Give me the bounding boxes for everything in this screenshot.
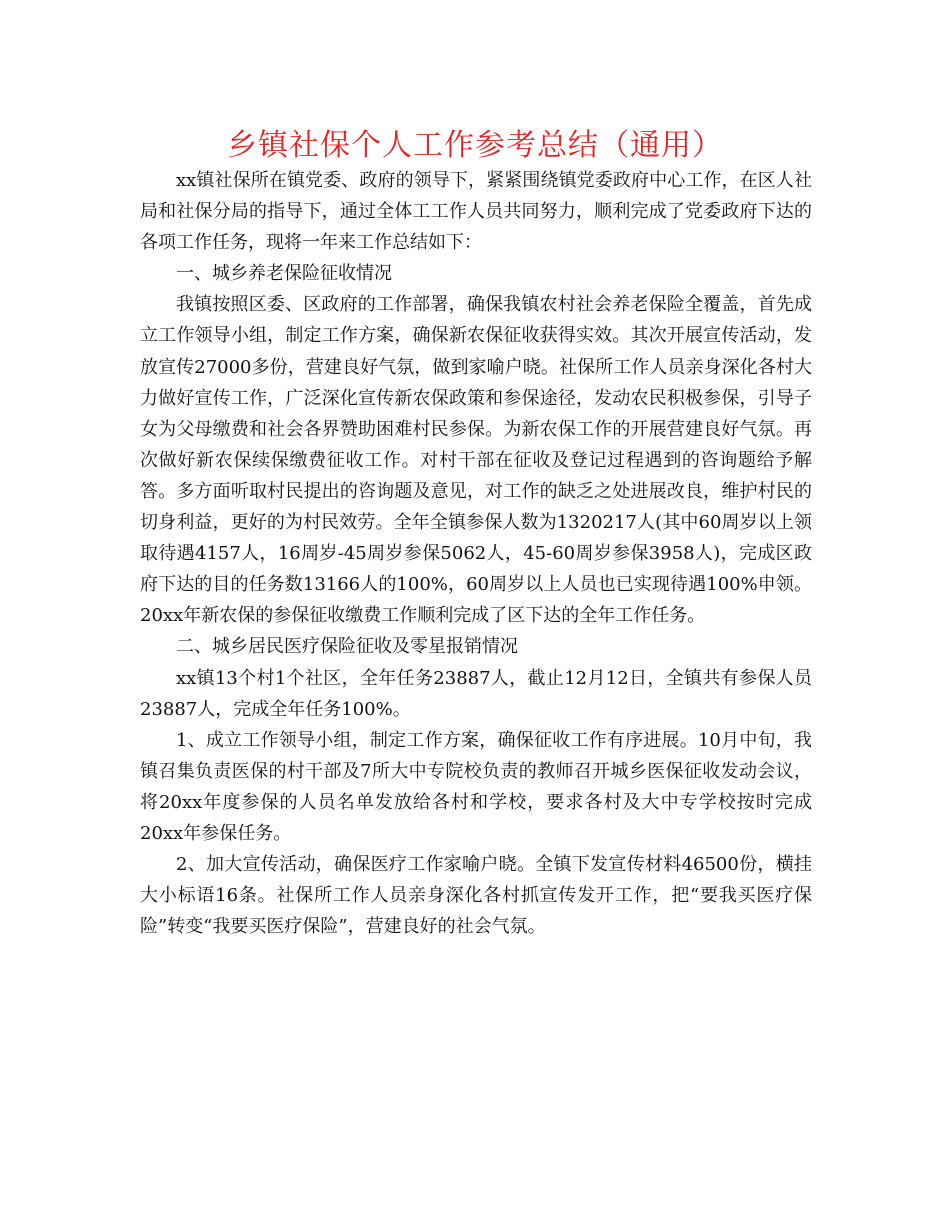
paragraph-medical-item-2: 2、加大宣传活动，确保医疗工作家喻户晓。全镇下发宣传材料46500份，横挂大小标语16条。社保所工作人员亲身深化各村抓宣传发开工作，把“要我买医疗保险”转变“我要买医疗保险”，营建良好的社会气氛。 bbox=[140, 854, 812, 938]
paragraph-intro: xx镇社保所在镇党委、政府的领导下，紧紧围绕镇党委政府中心工作，在区人社局和社保分局的指导下，通过全体工工作人员共同努力，顺利完成了党委政府下达的各项工作任务，现将一年来工作总结如下： bbox=[140, 170, 812, 254]
document-title: 乡镇社保个人工作参考总结（通用） bbox=[227, 128, 723, 163]
paragraph-medical-summary: xx镇13个村1个社区，全年任务23887人，截止12月12日，全镇共有参保人员23887人，完成全年任务100%。 bbox=[140, 667, 812, 720]
paragraph-medical-item-1: 1、成立工作领导小组，制定工作方案，确保征收工作有序进展。10月中旬，我镇召集负责医保的村干部及7所大中专院校负责的教师召开城乡医保征收发动会议，将20xx年度参保的人员名单发放给各村和学校，要求各村及大中专学校按时完成20xx年参保任务。 bbox=[140, 729, 812, 844]
document-body bbox=[140, 165, 812, 942]
section-heading-pension: 一、城乡养老保险征收情况 bbox=[176, 263, 392, 285]
section-heading-medical: 二、城乡居民医疗保险征收及零星报销情况 bbox=[176, 636, 518, 658]
paragraph-pension: 我镇按照区委、区政府的工作部署，确保我镇农村社会养老保险全覆盖，首先成立工作领导小组，制定工作方案，确保新农保征收获得实效。其次开展宣传活动，发放宣传27000多份，营建良好气氛，做到家喻户晓。社保所工作人员亲身深化各村大力做好宣传工作，广泛深化宣传新农保政策和参保途径，发动农民积极参保，引导子女为父母缴费和社会各界赞助困难村民参保。为新农保工作的开展营建良好气氛。再次做好新农保续保缴费征收工作。对村干部在征收及登记过程遇到的咨询题给予解答。多方面听取村民提出的咨询题及意见，对工作的缺乏之处进展改良，维护村民的切身利益，更好的为村民效劳。全年全镇参保人数为1320217人(其中60周岁以上领取待遇4157人，16周岁-45周岁参保5062人，45-60周岁参保3958人)，完成区政府下达的目的任务数13166人的100%，60周岁以上人员也已实现待遇100%申领。20xx年新农保的参保征收缴费工作顺利完成了区下达的全年工作任务。 bbox=[140, 294, 812, 627]
